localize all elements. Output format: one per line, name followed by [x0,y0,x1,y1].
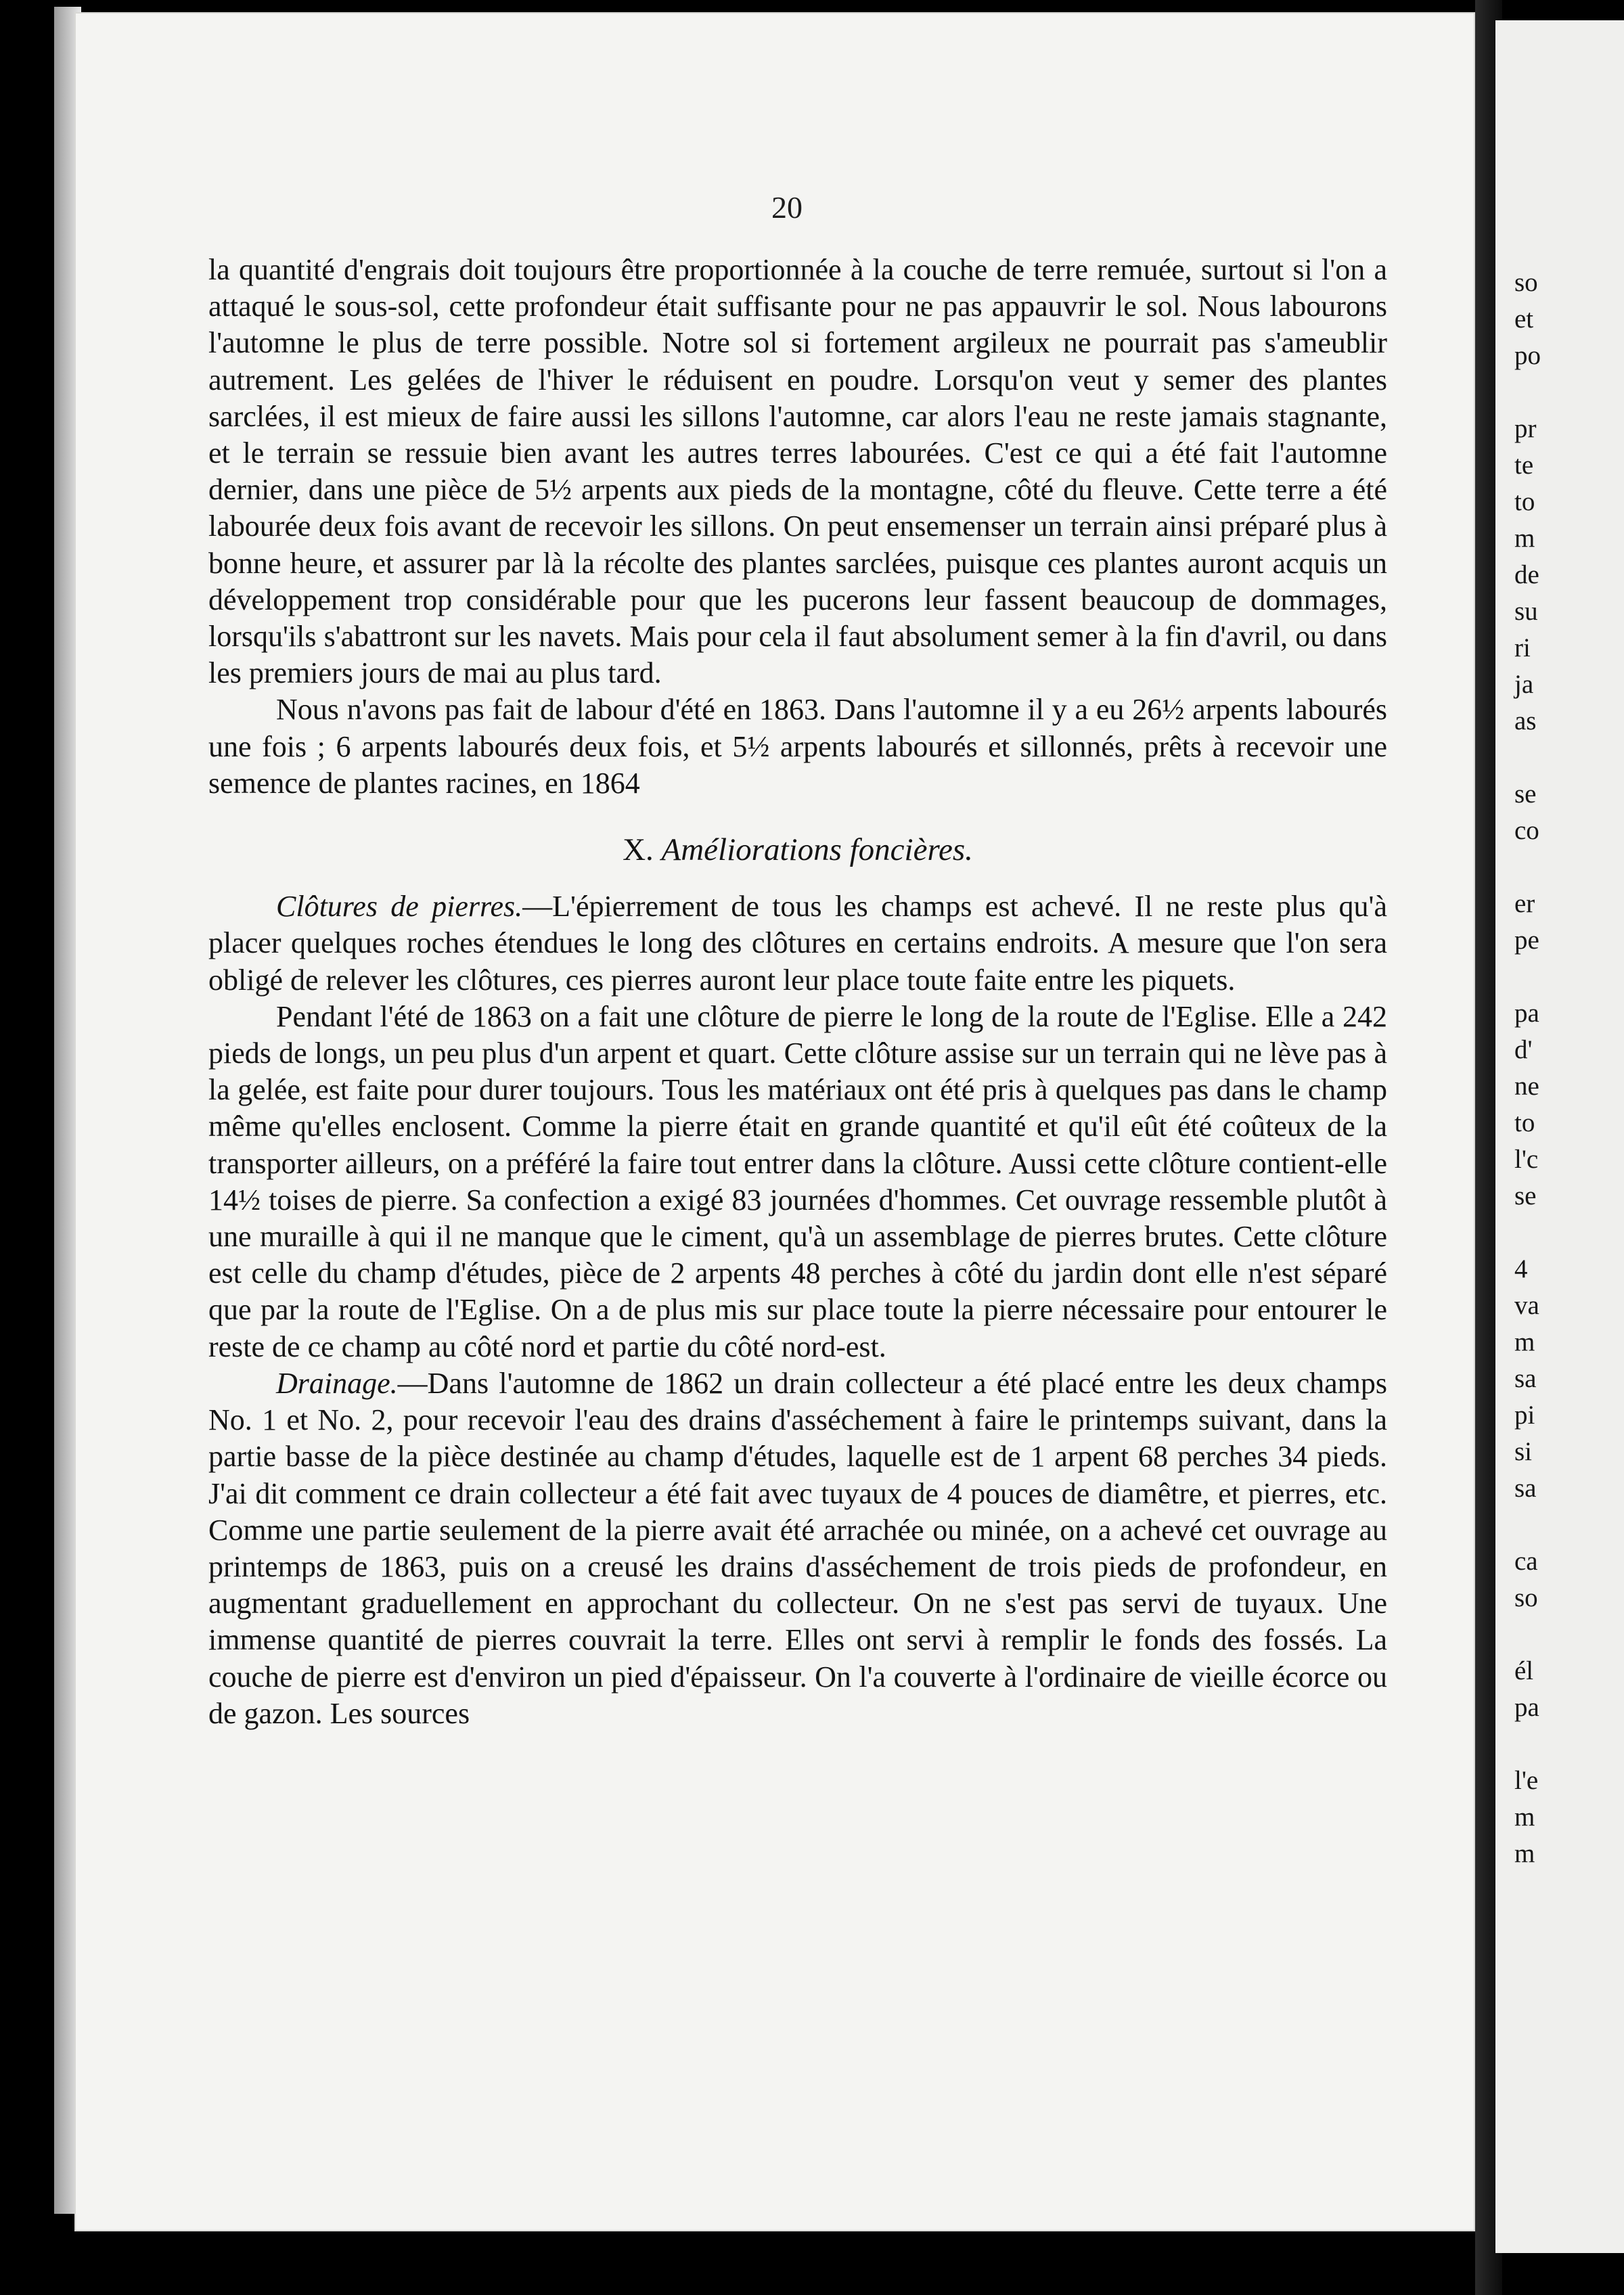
adjacent-line-fragment: su [1514,597,1538,626]
adjacent-line-fragment: l'c [1514,1145,1539,1174]
paragraph-text: —L'épierrement de tous les champs est achevé. Il ne reste plus qu'à placer quelques roches étendues le long des clôtures en certains endroits. A mesure que l'on sera obligé de relever les clôtures, ces pierres auront leur place toute faite entre les piquets. [208,890,1387,997]
adjacent-line-fragment: sa [1514,1474,1537,1503]
paragraph-clotures [208,888,1387,999]
adjacent-line-fragment: se [1514,1181,1537,1210]
adjacent-line-fragment: ne [1514,1072,1539,1101]
adjacent-line-fragment: ri [1514,633,1531,662]
adjacent-line-fragment: si [1514,1437,1533,1466]
paragraph-lead: Clôtures de pierres. [276,890,523,924]
adjacent-line-fragment: to [1514,1108,1535,1137]
adjacent-line-fragment: ja [1514,670,1534,699]
adjacent-line-fragment: sa [1514,1364,1537,1393]
paragraph-cloture-pierre: Pendant l'été de 1863 on a fait une clôture de pierre le long de la route de l'Eglise. Elle a 242 pieds de longs, un peu plus d'un arpent et quart. Cette clôture assise sur un terrain qui ne lève pas à la gelée, est faite pour durer toujours. Tous les matériaux ont été pris à quelques pas dans le champ même qu'elles enclosent. Comme la pierre était en grande quantité et qu'il eût été coûteux de la transporter ailleurs, on a préféré la faire tout entrer dans la clôture. Aussi cette clôture contient-elle 14½ toises de pierre. Sa confection a exigé 83 journées d'hommes. Cet ouvrage ressemble plutôt à une muraille à qui il ne manque que le ciment, qu'à un assemblage de pierres brutes. Cette clôture est celle du champ d'études, pièce de 2 arpents 48 perches à côté du jardin dont elle n'est séparé que par la route de l'Eglise. On a de plus mis sur place toute la pierre nécessaire pour entourer le reste de ce champ au côté nord et partie du côté nord-est. [208,999,1387,1363]
adjacent-line-fragment: co [1514,816,1539,845]
adjacent-line-fragment: so [1514,1583,1538,1612]
adjacent-line-fragment: pr [1514,414,1537,443]
adjacent-line-fragment: pa [1514,1693,1539,1722]
paragraph-drainage [208,1365,1387,1732]
adjacent-line-fragment: as [1514,706,1537,735]
adjacent-line-fragment: te [1514,451,1534,480]
adjacent-line-fragment: m [1514,524,1535,553]
page-number: 20 [771,190,803,225]
adjacent-line-fragment: pa [1514,999,1539,1028]
adjacent-line-fragment: m [1514,1802,1535,1832]
adjacent-line-fragment: pe [1514,926,1539,955]
adjacent-line-fragment: 4 [1514,1254,1528,1283]
section-numeral: X. [623,832,654,868]
adjacent-line-fragment: m [1514,1839,1535,1868]
paragraph-lead: Drainage. [276,1366,398,1400]
adjacent-line-fragment: l'e [1514,1766,1539,1795]
adjacent-line-fragment: va [1514,1291,1539,1320]
adjacent-line-fragment: se [1514,779,1537,809]
paragraph-text: —Dans l'automne de 1862 un drain collecteur a été placé entre les deux champs No. 1 et No. 2, pour recevoir l'eau des drains d'asséchement à faire le printemps suivant, dans la partie basse de la pièce destinée au champ d'études, laquelle est de 1 arpent 68 perches 34 pieds. J'ai dit comment ce drain collecteur a été fait avec tuyaux de 4 pouces de diamêtre, et pierres, etc. Comme une partie seulement de la pierre avait été arrachée ou minée, on a achevé cet ouvrage au printemps de 1863, puis on a creusé les drains d'asséchement de trois pieds de profondeur, en augmentant graduellement en approchant du collecteur. On ne s'est pas servi de tuyaux. Une immense quantité de pierres couvrait la terre. Elles ont servi à remplir le fonds des fossés. La couche de pierre est d'environ un pied d'épaisseur. On l'a couverte à l'ordinaire de vieille écorce ou de gazon. Les sources [208,1366,1387,1730]
body-text [208,252,1387,1732]
adjacent-line-fragment: ca [1514,1547,1538,1576]
paragraph-labour: Nous n'avons pas fait de labour d'été en 1863. Dans l'automne il y a eu 26½ arpents labourés une fois ; 6 arpents labourés deux fois, et 5½ arpents labourés et sillonnés, prêts à recevoir une semence de plantes racines, en 1864 [208,693,1387,800]
section-title: Améliorations foncières. [661,832,973,868]
adjacent-line-fragment: po [1514,341,1541,370]
paragraph-engrais: la quantité d'engrais doit toujours être proportionnée à la couche de terre remuée, surtout si l'on a attaqué le sous-sol, cette profondeur était suffisante pour ne pas appauvrir le sol. Nous labourons l'automne le plus de terre possible. Notre sol si fortement argileux ne pourrait pas s'ameublir autrement. Les gelées de l'hiver le réduisent en poudre. Lorsqu'on veut y semer des plantes sarclées, il est mieux de faire aussi les sillons l'automne, car alors l'eau ne reste jamais stagnante, et le terrain se ressuie bien avant les autres terres labourées. C'est ce qui a été fait l'automne dernier, dans une pièce de 5½ arpents aux pieds de la montagne, côté du fleuve. Cette terre a été labourée deux fois avant de recevoir les sillons. On peut ensemenser un terrain ainsi préparé plus à bonne heure, et assurer par là la récolte des plantes sarclées, puisque ces plantes auront acquis un développement trop considérable pour que les pucerons leur fassent beaucoup de dommages, lorsqu'ils s'abattront sur les navets. Mais pour cela il faut absolument semer à la fin d'avril, ou dans les premiers jours de mai au plus tard. [208,253,1387,690]
adjacent-line-fragment: to [1514,487,1535,516]
adjacent-line-fragment: de [1514,560,1539,589]
adjacent-line-fragment: pi [1514,1401,1535,1430]
adjacent-line-fragment: et [1514,304,1534,334]
adjacent-line-fragment: so [1514,268,1538,297]
adjacent-line-fragment: d' [1514,1035,1533,1064]
adjacent-line-fragment: él [1514,1656,1534,1685]
adjacent-line-fragment: m [1514,1327,1535,1357]
section-heading [208,832,1387,868]
adjacent-line-fragment: er [1514,889,1535,918]
